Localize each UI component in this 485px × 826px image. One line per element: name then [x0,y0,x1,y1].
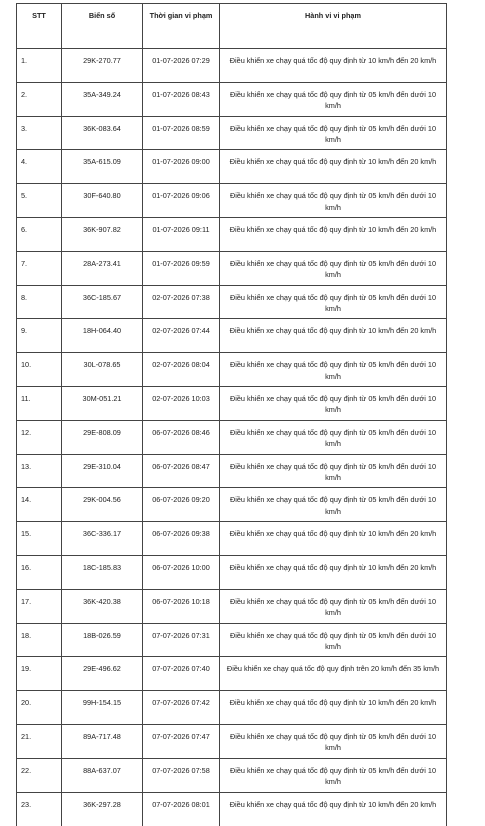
cell-stt: 22. [17,758,62,792]
cell-stt: 4. [17,150,62,184]
cell-stt: 2. [17,82,62,116]
cell-time: 02-07-2026 07:44 [143,319,220,353]
cell-violation: Điều khiển xe chạy quá tốc độ quy định từ 10 km/h đến 20 km/h [220,217,447,251]
cell-time: 07-07-2026 07:31 [143,623,220,657]
cell-violation: Điều khiển xe chạy quá tốc độ quy định từ 10 km/h đến 20 km/h [220,150,447,184]
cell-stt: 7. [17,251,62,285]
cell-violation: Điều khiển xe chạy quá tốc độ quy định từ 05 km/h đến dưới 10 km/h [220,116,447,150]
cell-plate: 30F-640.80 [62,184,143,218]
cell-stt: 9. [17,319,62,353]
cell-violation: Điều khiển xe chạy quá tốc độ quy định từ 10 km/h đến 20 km/h [220,555,447,589]
cell-stt: 21. [17,724,62,758]
table-row [17,353,447,387]
table-row [17,589,447,623]
table-row [17,251,447,285]
cell-stt: 23. [17,792,62,826]
table-row [17,319,447,353]
table-row [17,488,447,522]
cell-plate: 18H-064.40 [62,319,143,353]
cell-stt: 19. [17,657,62,691]
table-row [17,792,447,826]
cell-plate: 36C-336.17 [62,522,143,556]
cell-stt: 12. [17,420,62,454]
cell-violation: Điều khiển xe chạy quá tốc độ quy định từ 05 km/h đến dưới 10 km/h [220,623,447,657]
cell-stt: 5. [17,184,62,218]
cell-plate: 88A-637.07 [62,758,143,792]
cell-violation: Điều khiển xe chạy quá tốc độ quy định từ 05 km/h đến dưới 10 km/h [220,724,447,758]
cell-time: 07-07-2026 08:01 [143,792,220,826]
cell-plate: 36K-083.64 [62,116,143,150]
cell-plate: 18B-026.59 [62,623,143,657]
cell-stt: 18. [17,623,62,657]
table-row [17,522,447,556]
cell-stt: 15. [17,522,62,556]
cell-time: 07-07-2026 07:47 [143,724,220,758]
cell-stt: 8. [17,285,62,319]
table-row [17,49,447,83]
cell-time: 06-07-2026 08:47 [143,454,220,488]
cell-stt: 3. [17,116,62,150]
cell-time: 01-07-2026 09:06 [143,184,220,218]
table-row [17,758,447,792]
table-row [17,116,447,150]
cell-time: 07-07-2026 07:42 [143,691,220,725]
cell-time: 01-07-2026 07:29 [143,49,220,83]
cell-plate: 28A-273.41 [62,251,143,285]
cell-stt: 16. [17,555,62,589]
cell-plate: 35A-349.24 [62,82,143,116]
cell-time: 06-07-2026 10:00 [143,555,220,589]
cell-violation: Điều khiển xe chạy quá tốc độ quy định từ 05 km/h đến dưới 10 km/h [220,420,447,454]
cell-time: 01-07-2026 09:59 [143,251,220,285]
table-row [17,420,447,454]
cell-violation: Điều khiển xe chạy quá tốc độ quy định từ 10 km/h đến 20 km/h [220,522,447,556]
cell-time: 06-07-2026 09:20 [143,488,220,522]
header-time: Thời gian vi phạm [143,4,220,49]
header-stt: STT [17,4,62,49]
cell-violation: Điều khiển xe chạy quá tốc độ quy định trên 20 km/h đến 35 km/h [220,657,447,691]
cell-plate: 29E-496.62 [62,657,143,691]
cell-stt: 6. [17,217,62,251]
cell-time: 02-07-2026 08:04 [143,353,220,387]
cell-time: 01-07-2026 09:11 [143,217,220,251]
cell-plate: 36K-420.38 [62,589,143,623]
cell-time: 02-07-2026 10:03 [143,386,220,420]
cell-violation: Điều khiển xe chạy quá tốc độ quy định từ 05 km/h đến dưới 10 km/h [220,285,447,319]
cell-violation: Điều khiển xe chạy quá tốc độ quy định từ 05 km/h đến dưới 10 km/h [220,488,447,522]
cell-plate: 36K-907.82 [62,217,143,251]
cell-plate: 35A-615.09 [62,150,143,184]
cell-violation: Điều khiển xe chạy quá tốc độ quy định từ 10 km/h đến 20 km/h [220,319,447,353]
cell-violation: Điều khiển xe chạy quá tốc độ quy định từ 05 km/h đến dưới 10 km/h [220,386,447,420]
table-row [17,217,447,251]
cell-time: 06-07-2026 08:46 [143,420,220,454]
cell-time: 01-07-2026 08:59 [143,116,220,150]
cell-time: 07-07-2026 07:58 [143,758,220,792]
cell-plate: 30L-078.65 [62,353,143,387]
cell-violation: Điều khiển xe chạy quá tốc độ quy định từ 05 km/h đến dưới 10 km/h [220,82,447,116]
cell-violation: Điều khiển xe chạy quá tốc độ quy định từ 10 km/h đến 20 km/h [220,691,447,725]
cell-plate: 29K-270.77 [62,49,143,83]
cell-time: 06-07-2026 09:38 [143,522,220,556]
cell-plate: 29E-310.04 [62,454,143,488]
cell-violation: Điều khiển xe chạy quá tốc độ quy định từ 05 km/h đến dưới 10 km/h [220,353,447,387]
table-row [17,691,447,725]
table-row [17,184,447,218]
cell-plate: 29K-004.56 [62,488,143,522]
table-row [17,555,447,589]
cell-time: 06-07-2026 10:18 [143,589,220,623]
cell-stt: 11. [17,386,62,420]
cell-plate: 89A-717.48 [62,724,143,758]
cell-violation: Điều khiển xe chạy quá tốc độ quy định từ 05 km/h đến dưới 10 km/h [220,251,447,285]
table-row [17,150,447,184]
table-row [17,386,447,420]
table-row [17,657,447,691]
cell-time: 01-07-2026 09:00 [143,150,220,184]
cell-violation: Điều khiển xe chạy quá tốc độ quy định từ 05 km/h đến dưới 10 km/h [220,758,447,792]
cell-time: 07-07-2026 07:40 [143,657,220,691]
cell-stt: 14. [17,488,62,522]
cell-plate: 36C-185.67 [62,285,143,319]
table-row [17,454,447,488]
header-violation: Hành vi vi phạm [220,4,447,49]
cell-violation: Điều khiển xe chạy quá tốc độ quy định từ 10 km/h đến 20 km/h [220,792,447,826]
table-row [17,285,447,319]
cell-stt: 1. [17,49,62,83]
cell-violation: Điều khiển xe chạy quá tốc độ quy định từ 05 km/h đến dưới 10 km/h [220,184,447,218]
cell-time: 02-07-2026 07:38 [143,285,220,319]
header-plate: Biển số [62,4,143,49]
table-header-row [17,4,447,49]
violations-table [16,3,447,826]
cell-plate: 30M-051.21 [62,386,143,420]
cell-plate: 99H-154.15 [62,691,143,725]
cell-violation: Điều khiển xe chạy quá tốc độ quy định từ 05 km/h đến dưới 10 km/h [220,454,447,488]
cell-stt: 17. [17,589,62,623]
table-row [17,82,447,116]
table-row [17,724,447,758]
cell-violation: Điều khiển xe chạy quá tốc độ quy định từ 10 km/h đến 20 km/h [220,49,447,83]
cell-plate: 18C-185.83 [62,555,143,589]
table-row [17,623,447,657]
cell-stt: 20. [17,691,62,725]
cell-plate: 29E-808.09 [62,420,143,454]
cell-plate: 36K-297.28 [62,792,143,826]
cell-violation: Điều khiển xe chạy quá tốc độ quy định từ 05 km/h đến dưới 10 km/h [220,589,447,623]
cell-stt: 13. [17,454,62,488]
cell-time: 01-07-2026 08:43 [143,82,220,116]
cell-stt: 10. [17,353,62,387]
